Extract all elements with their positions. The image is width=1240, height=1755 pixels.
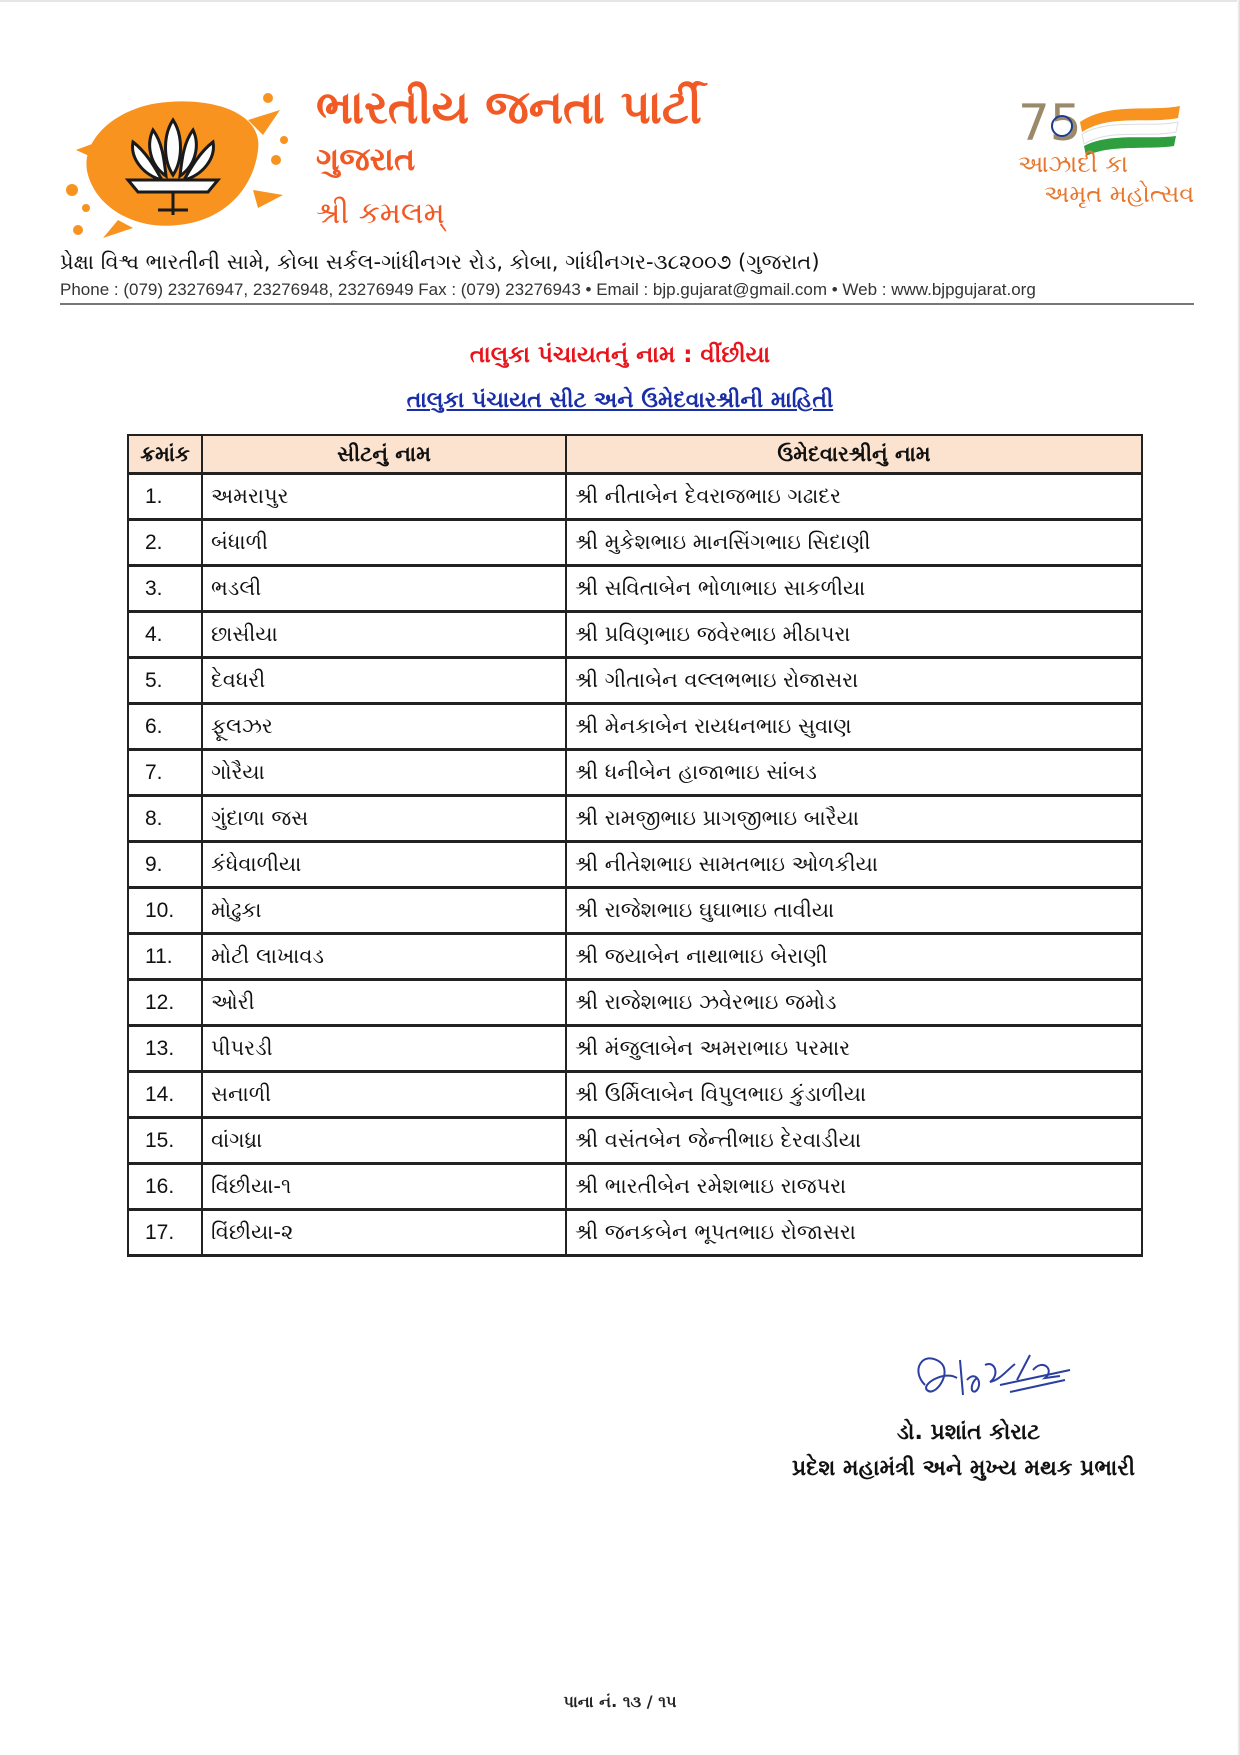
table-row [128, 888, 1142, 934]
serial-cell: 10. [128, 888, 202, 934]
serial-cell: 1. [128, 474, 202, 520]
table-row [128, 1210, 1142, 1256]
serial-cell: 9. [128, 842, 202, 888]
table-row [128, 1072, 1142, 1118]
seat-cell: પીપરડી [202, 1026, 566, 1072]
signer-name: ડો. પ્રશાંત કોરાટ [896, 1420, 1040, 1445]
serial-cell: 12. [128, 980, 202, 1026]
candidate-cell: શ્રી પ્રવિણભાઇ જવેરભાઇ મીઠાપરા [566, 612, 1142, 658]
table-row [128, 750, 1142, 796]
seat-cell: વિંછીયા-૧ [202, 1164, 566, 1210]
candidate-cell: શ્રી ગીતાબેન વલ્લભભાઇ રોજાસરા [566, 658, 1142, 704]
seat-cell: સનાળી [202, 1072, 566, 1118]
azadi-line2: અમૃત મહોત્સવ [1044, 180, 1195, 208]
table-row [128, 520, 1142, 566]
table-body [128, 474, 1142, 1256]
table-row [128, 1026, 1142, 1072]
candidate-cell: શ્રી મંજુલાબેન અમરાભાઇ પરમાર [566, 1026, 1142, 1072]
table-row [128, 612, 1142, 658]
table-row [128, 704, 1142, 750]
office-address: પ્રેક્ષા વિશ્વ ભારતીની સામે, કોબા સર્કલ-ગાંધીનગર રોડ, કોબા, ગાંધીનગર-૩૮૨૦૦૭ (ગુજરાત) [60, 250, 820, 274]
serial-cell: 13. [128, 1026, 202, 1072]
lotus-logo-icon [58, 80, 288, 240]
candidate-cell: શ્રી મેનકાબેન રાયધનભાઇ સુવાણ [566, 704, 1142, 750]
candidate-cell: શ્રી રામજીભાઇ પ્રાગજીભાઇ બારૈયા [566, 796, 1142, 842]
seat-cell: ઓરી [202, 980, 566, 1026]
seat-cell: ગોરૈયા [202, 750, 566, 796]
document-subtitle: તાલુકા પંચાયત સીટ અને ઉમેદવારશ્રીની માહિતી [406, 388, 834, 413]
serial-cell: 11. [128, 934, 202, 980]
seat-cell: મોઢુકા [202, 888, 566, 934]
candidate-cell: શ્રી સવિતાબેન ભોળાભાઇ સાકળીયા [566, 566, 1142, 612]
header-candidate: ઉમેદવારશ્રીનું નામ [566, 435, 1142, 474]
party-name: ભારતીય જનતા પાર્ટી [316, 80, 702, 134]
candidate-cell: શ્રી ધનીબેન હાજાભાઇ સાંબડ [566, 750, 1142, 796]
table-row [128, 474, 1142, 520]
seat-cell: વિંછીયા-૨ [202, 1210, 566, 1256]
seat-cell: દેવધરી [202, 658, 566, 704]
page-top-edge [0, 0, 1240, 2]
serial-cell: 5. [128, 658, 202, 704]
serial-cell: 14. [128, 1072, 202, 1118]
table-row [128, 1118, 1142, 1164]
seat-cell: છાસીયા [202, 612, 566, 658]
candidate-cell: શ્રી જયાબેન નાથાભાઇ બેરાણી [566, 934, 1142, 980]
serial-cell: 2. [128, 520, 202, 566]
table-header-row [128, 435, 1142, 474]
table-row [128, 842, 1142, 888]
seat-cell: મોટી લાખાવડ [202, 934, 566, 980]
seat-cell: બંધાળી [202, 520, 566, 566]
document-title: તાલુકા પંચાયતનું નામ : વીંછીયા [469, 342, 771, 368]
header-seat: સીટનું નામ [202, 435, 566, 474]
candidate-cell: શ્રી રાજેશભાઇ ઘુઘાભાઇ તાવીયા [566, 888, 1142, 934]
header-serial: ક્રમાંક [128, 435, 202, 474]
seat-cell: અમરાપુર [202, 474, 566, 520]
candidate-cell: શ્રી જનકબેન ભૂપતભાઇ રોજાસરા [566, 1210, 1142, 1256]
serial-cell: 16. [128, 1164, 202, 1210]
seat-cell: વાંગધ્રા [202, 1118, 566, 1164]
candidate-cell: શ્રી નીતાબેન દેવરાજભાઇ ગઢાદર [566, 474, 1142, 520]
candidate-cell: શ્રી ઉર્મિલાબેન વિપુલભાઇ કુંડાળીયા [566, 1072, 1142, 1118]
party-office: શ્રી કમલમ્ [316, 196, 445, 231]
seat-cell: ગુંદાળા જસ [202, 796, 566, 842]
signer-designation: પ્રદેશ મહામંત્રી અને મુખ્ય મથક પ્રભારી [791, 1456, 1135, 1481]
page-number: પાના નં. ૧૩ / ૧૫ [563, 1692, 677, 1711]
table-row [128, 934, 1142, 980]
azadi-line1: આઝાદી કા [1018, 150, 1129, 178]
candidate-cell: શ્રી મુકેશભાઇ માનસિંગભાઇ સિદાણી [566, 520, 1142, 566]
header-divider [60, 303, 1194, 305]
table-row [128, 1164, 1142, 1210]
table-row [128, 658, 1142, 704]
table-row [128, 796, 1142, 842]
serial-cell: 8. [128, 796, 202, 842]
serial-cell: 6. [128, 704, 202, 750]
contact-line: Phone : (079) 23276947, 23276948, 23276949 Fax : (079) 23276943 • Email : bjp.gujarat@gmail.com • Web : www.bjpgujarat.org [60, 280, 1036, 299]
party-state: ગુજરાત [316, 140, 416, 178]
seat-cell: ભડલી [202, 566, 566, 612]
serial-cell: 7. [128, 750, 202, 796]
serial-cell: 15. [128, 1118, 202, 1164]
table-row [128, 980, 1142, 1026]
serial-cell: 17. [128, 1210, 202, 1256]
table-row [128, 566, 1142, 612]
serial-cell: 4. [128, 612, 202, 658]
serial-cell: 3. [128, 566, 202, 612]
candidate-cell: શ્રી વસંતબેન જેન્તીભાઇ દેરવાડીયા [566, 1118, 1142, 1164]
candidate-cell: શ્રી ભારતીબેન રમેશભાઇ રાજપરા [566, 1164, 1142, 1210]
signature-mark [905, 1340, 1075, 1420]
candidate-cell: શ્રી નીતેશભાઇ સામતભાઇ ઓળકીયા [566, 842, 1142, 888]
candidate-table [127, 434, 1143, 1257]
azadi-number: 75 [1018, 94, 1082, 152]
candidate-cell: શ્રી રાજેશભાઇ ઝવેરભાઇ જમોડ [566, 980, 1142, 1026]
seat-cell: કંધેવાળીયા [202, 842, 566, 888]
seat-cell: ફૂલઝર [202, 704, 566, 750]
